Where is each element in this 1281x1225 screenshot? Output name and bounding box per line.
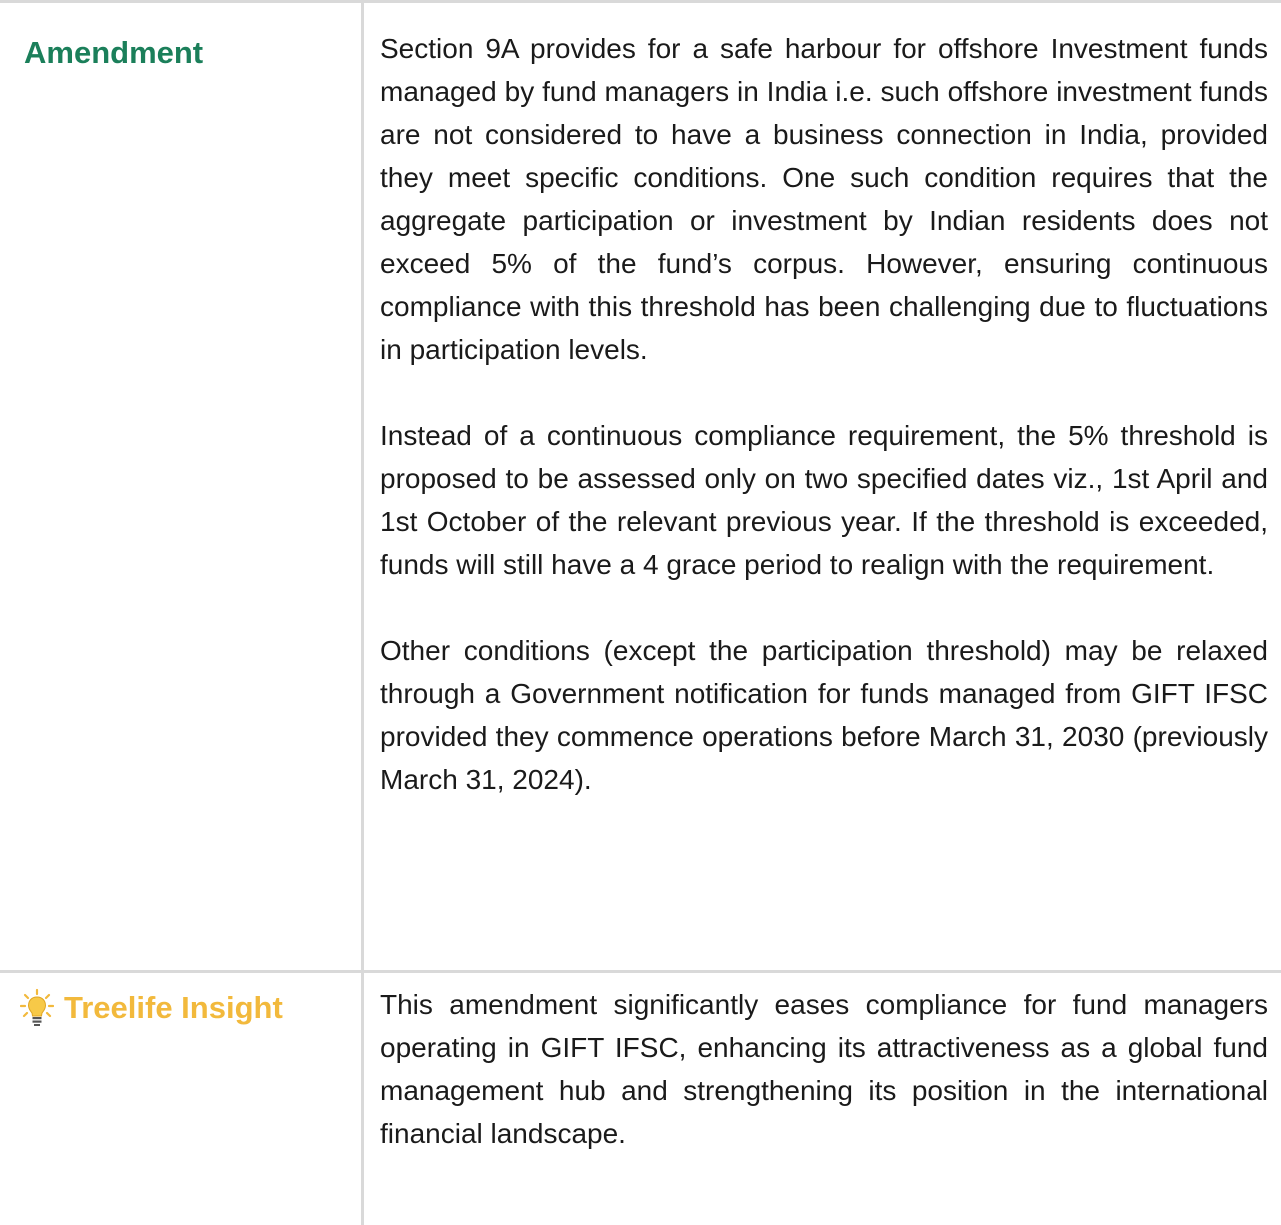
amendment-body [380,27,1268,801]
insight-label-text: Treelife Insight [64,990,283,1025]
amendment-paragraph-3: Other conditions (except the participation threshold) may be relaxed through a Government notification for funds managed from GIFT IFSC provided they commence operations before March 31, 2030 (previously March 31, 2024). [380,635,1268,795]
insight-label [20,988,283,1028]
column-divider [361,3,364,1225]
row-divider [0,970,1281,973]
amendment-paragraph-1: Section 9A provides for a safe harbour for offshore Investment funds managed by fund managers in India i.e. such offshore investment funds are not considered to have a business connection in India, provided they meet specific conditions. One such condition requires that the aggregate participation or investment by Indian residents does not exceed 5% of the fund’s corpus. However, ensuring continuous compliance with this threshold has been challenging due to fluctuations in participation levels. [380,33,1268,365]
lightbulb-icon [20,988,54,1028]
insight-paragraph: This amendment significantly eases compliance for fund managers operating in GIFT IFSC, enhancing its attractiveness as a global fund management hub and strengthening its position in the international financial landscape. [380,989,1268,1149]
amendment-paragraph-2: Instead of a continuous compliance requirement, the 5% threshold is proposed to be assessed only on two specified dates viz., 1st April and 1st October of the relevant previous year. If the threshold is exceeded, funds will still have a 4 grace period to realign with the requirement. [380,420,1268,580]
amendment-label: Amendment [24,35,204,70]
insight-body [380,983,1268,1155]
